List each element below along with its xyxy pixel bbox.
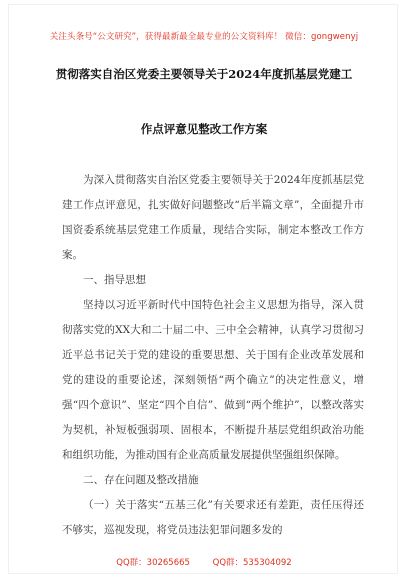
document-title-line-2: 作点评意见整改工作方案 xyxy=(140,122,268,136)
footer xyxy=(0,556,408,568)
section-heading-guiding-thought: 一、指导思想 xyxy=(83,274,146,286)
footer-qq-group-2: QQ群：535304092 xyxy=(212,558,292,568)
section-heading-problems: 二、存在问题及整改措施 xyxy=(83,474,199,486)
intro-paragraph: 为深入贯彻落实自治区党委主要领导关于2024年度抓基层党建工作点评意见，扎实做好问题整改“后半篇文章”，全面提升市国资委系统基层党建工作质量，现结合实际，制定本整改工作方案。 xyxy=(62,174,364,261)
document-title-line-1: 贯彻落实自治区党委主要领导关于2024年度抓基层党建工 xyxy=(55,67,353,81)
footer-qq-group-1: QQ群：30265665 xyxy=(116,558,190,568)
document-body xyxy=(62,168,364,543)
problems-paragraph: （一）关于落实“五基三化”有关要求还有差距，责任压得还不够实，巡视发现，将党员违法犯罪问题多发的 xyxy=(62,499,364,536)
guiding-thought-paragraph: 坚持以习近平新时代中国特色社会主义思想为指导，深入贯彻落实党的XX大和二十届二中、三中全会精神，认真学习贯彻习近平总书记关于党的建设的重要思想、关于国有企业改革发展和党的建设的重要论述，深刻领悟“两个确立”的决定性意义，增强“四个意识”、坚定“四个自信”、做到“两个维护”，以整改落实为契机，补短板强弱项、固根本，不断提升基层党组织政治功能和组织功能，为推动国有企业高质量发展提供坚强组织保障。 xyxy=(62,299,364,461)
promo-banner: 关注头条号“公文研究”，获得最新最全最专业的公文资料库！ 微信：gongwenyj xyxy=(49,32,359,42)
